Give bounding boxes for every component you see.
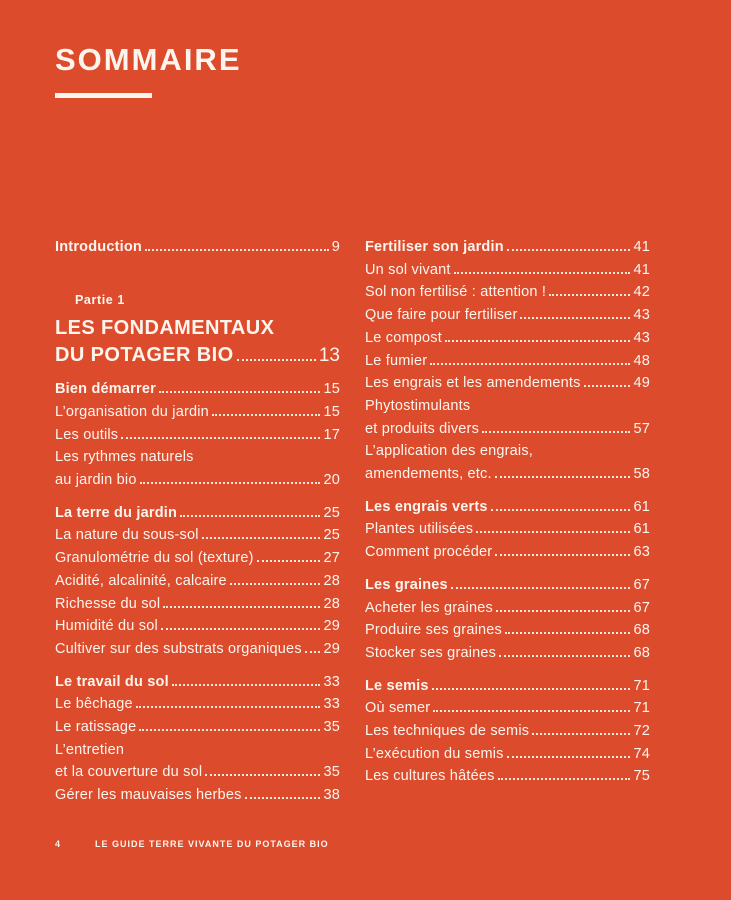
page-number: 29 (323, 640, 340, 657)
toc-item (365, 236, 650, 259)
dot-leader (433, 710, 630, 712)
dot-leader (161, 628, 321, 630)
toc-entry-label: Les engrais et les amendements (365, 375, 581, 392)
dot-leader (495, 476, 631, 478)
toc-item (365, 743, 650, 766)
toc-column-right (365, 236, 650, 807)
toc-item (55, 524, 340, 547)
toc-entry-label: Le fumier (365, 352, 428, 369)
toc-entry-label: Que faire pour fertiliser (365, 307, 518, 324)
toc-item (365, 574, 650, 597)
toc-entry-row (365, 574, 650, 597)
page-number: 25 (323, 504, 340, 521)
dot-leader (432, 688, 631, 690)
toc-item (55, 446, 340, 491)
toc (55, 236, 650, 807)
toc-entry-row (55, 570, 340, 593)
toc-item (55, 502, 340, 525)
toc-part-kicker: Partie 1 (75, 292, 125, 307)
page-number: 61 (633, 521, 650, 538)
toc-entry-row (365, 463, 650, 486)
toc-entry-label: Les techniques de semis (365, 723, 530, 740)
toc-entry-row (365, 743, 650, 766)
toc-item (365, 304, 650, 327)
page-number: 71 (633, 700, 650, 717)
dot-leader (476, 531, 630, 533)
dot-leader (482, 431, 630, 433)
page-number: 61 (633, 498, 650, 515)
page-title: SOMMAIRE (55, 42, 242, 77)
dot-leader (507, 249, 631, 251)
dot-leader (205, 774, 320, 776)
page-number: 68 (633, 622, 650, 639)
dot-leader (549, 294, 630, 296)
toc-item (365, 619, 650, 642)
page-number: 63 (633, 544, 650, 561)
page-number: 41 (633, 261, 650, 278)
page-number: 48 (633, 352, 650, 369)
page-number: 49 (633, 375, 650, 392)
dot-leader (159, 391, 321, 393)
page-number: 75 (633, 768, 650, 785)
toc-item (365, 372, 650, 395)
toc-item (365, 518, 650, 541)
toc-part-title-line: DU POTAGER BIO (55, 343, 234, 366)
page-footer (55, 839, 329, 849)
toc-entry-row (365, 619, 650, 642)
toc-item (365, 259, 650, 282)
dot-leader (454, 272, 631, 274)
page-header (55, 44, 242, 98)
toc-entry-label: Humidité du sol (55, 618, 158, 635)
toc-entry-label: Cultiver sur des substrats organiques (55, 640, 302, 657)
toc-entry-label: Le ratissage (55, 719, 137, 736)
toc-entry-label: Les engrais verts (365, 498, 488, 515)
toc-entry-row (365, 541, 650, 564)
toc-entry-label: Les graines (365, 576, 448, 593)
toc-entry-label: et la couverture du sol (55, 764, 203, 781)
toc-entry-row (55, 671, 340, 694)
toc-entry-label: Introduction (55, 239, 142, 255)
toc-entry-row (55, 593, 340, 616)
page-number: 74 (633, 745, 650, 762)
page-number: 27 (323, 550, 340, 567)
toc-entry-label: et produits divers (365, 420, 480, 437)
dot-leader (212, 414, 321, 416)
page-number: 33 (323, 696, 340, 713)
toc-item (365, 697, 650, 720)
toc-item (55, 401, 340, 424)
dot-leader (172, 684, 321, 686)
toc-item (365, 496, 650, 519)
page-number: 25 (323, 527, 340, 544)
toc-part-heading (55, 294, 340, 369)
dot-leader (520, 317, 630, 319)
page-number: 35 (323, 764, 340, 781)
dot-leader (245, 797, 321, 799)
toc-entry-label-line1: Les rythmes naturels (55, 449, 194, 466)
dot-leader (445, 340, 631, 342)
dot-leader (507, 756, 631, 758)
dot-leader (230, 583, 321, 585)
page-number: 33 (323, 673, 340, 690)
toc-entry-label: Les cultures hâtées (365, 768, 495, 785)
toc-entry-label: Acheter les graines (365, 599, 493, 616)
toc-item (55, 671, 340, 694)
toc-item (55, 547, 340, 570)
toc-entry-label: Un sol vivant (365, 261, 451, 278)
toc-entry-label: au jardin bio (55, 472, 137, 489)
toc-entry-label: L’exécution du semis (365, 745, 504, 762)
toc-entry-label: Le travail du sol (55, 673, 169, 690)
dot-leader (139, 729, 320, 731)
toc-item (55, 739, 340, 784)
toc-entry-row (365, 372, 650, 395)
toc-item (55, 615, 340, 638)
toc-entry-label: Sol non fertilisé : attention ! (365, 284, 547, 301)
page-number: 17 (323, 426, 340, 443)
dot-leader (257, 560, 321, 562)
page-number: 13 (318, 344, 340, 366)
toc-item (365, 675, 650, 698)
page-number: 41 (633, 239, 650, 255)
toc-entry-row (365, 496, 650, 519)
folio-page-number: 4 (55, 839, 62, 849)
footer-book-title: LE GUIDE TERRE VIVANTE DU POTAGER BIO (95, 839, 329, 849)
toc-entry-label: La terre du jardin (55, 504, 178, 521)
toc-entry-row (365, 765, 650, 788)
page-number: 43 (633, 307, 650, 324)
toc-entry-label: Bien démarrer (55, 381, 156, 398)
dot-leader (496, 610, 631, 612)
toc-entry-row (365, 675, 650, 698)
dot-leader (163, 606, 320, 608)
toc-entry-row (365, 236, 650, 259)
toc-entry-row (365, 304, 650, 327)
toc-item (365, 440, 650, 485)
toc-entry-row (55, 236, 340, 259)
toc-entry-row (365, 418, 650, 441)
dot-leader (430, 363, 630, 365)
toc-entry-label: Comment procéder (365, 544, 493, 561)
toc-entry-row (365, 597, 650, 620)
toc-entry-label: Le semis (365, 677, 429, 694)
toc-entry-label: L’organisation du jardin (55, 403, 209, 420)
dot-leader (305, 651, 321, 653)
toc-entry-label: Plantes utilisées (365, 521, 474, 538)
dot-leader (202, 537, 321, 539)
dot-leader (499, 655, 630, 657)
page-number: 15 (323, 403, 340, 420)
toc-entry-label: Fertiliser son jardin (365, 239, 504, 255)
dot-leader (584, 385, 631, 387)
dot-leader (180, 515, 320, 517)
toc-item (365, 281, 650, 304)
toc-item (365, 642, 650, 665)
toc-entry-row (55, 784, 340, 807)
dot-leader (136, 706, 321, 708)
toc-entry-label: Le bêchage (55, 696, 133, 713)
toc-item (55, 378, 340, 401)
toc-entry-label: Gérer les mauvaises herbes (55, 787, 242, 804)
toc-entry-row (55, 716, 340, 739)
toc-item (55, 693, 340, 716)
toc-entry-label: Où semer (365, 700, 431, 717)
toc-item (365, 327, 650, 350)
toc-entry-label-line1: L’application des engrais, (365, 443, 534, 460)
page-number: 68 (633, 644, 650, 661)
page-number: 28 (323, 572, 340, 589)
toc-entry-row (55, 424, 340, 447)
toc-item (365, 597, 650, 620)
toc-part-title-row (55, 342, 340, 369)
toc-entry-label: Produire ses graines (365, 622, 502, 639)
dot-leader (145, 249, 329, 251)
toc-item (55, 593, 340, 616)
dot-leader (121, 437, 320, 439)
toc-entry-row (55, 378, 340, 401)
dot-leader (237, 359, 316, 361)
page-number: 42 (633, 284, 650, 301)
toc-part-title-line: LES FONDAMENTAUX (55, 317, 275, 340)
toc-item (365, 765, 650, 788)
page-number: 29 (323, 618, 340, 635)
page-number: 67 (633, 599, 650, 616)
toc-entry-label: Les outils (55, 426, 119, 443)
toc-entry-label-line1: Phytostimulants (365, 397, 471, 414)
dot-leader (451, 587, 631, 589)
page-number: 9 (331, 239, 340, 255)
toc-entry-row (365, 697, 650, 720)
page-number: 58 (633, 466, 650, 483)
toc-entry-label: Stocker ses graines (365, 644, 497, 661)
toc-entry-label: Richesse du sol (55, 595, 161, 612)
toc-entry-row (55, 502, 340, 525)
dot-leader (498, 778, 631, 780)
toc-item (365, 350, 650, 373)
toc-item (365, 395, 650, 440)
page-number: 38 (323, 787, 340, 804)
toc-entry-row (365, 259, 650, 282)
toc-entry-label: La nature du sous-sol (55, 527, 199, 544)
toc-entry-label: Acidité, alcalinité, calcaire (55, 572, 227, 589)
toc-entry-row (55, 638, 340, 661)
title-underline-rule (55, 93, 152, 98)
page-number: 57 (633, 420, 650, 437)
toc-item (55, 638, 340, 661)
toc-entry-row (55, 547, 340, 570)
dot-leader (505, 632, 630, 634)
toc-entry-label: Le compost (365, 329, 442, 346)
page-number: 71 (633, 677, 650, 694)
dot-leader (495, 554, 630, 556)
toc-entry-row (365, 281, 650, 304)
toc-entry-label-line1: L’entretien (55, 741, 125, 758)
dot-leader (532, 733, 630, 735)
toc-item (365, 720, 650, 743)
page-number: 35 (323, 719, 340, 736)
toc-entry-label: Granulométrie du sol (texture) (55, 550, 254, 567)
page-number: 72 (633, 723, 650, 740)
page-number: 20 (323, 472, 340, 489)
toc-entry-row (365, 327, 650, 350)
toc-entry-row (55, 615, 340, 638)
page-number: 28 (323, 595, 340, 612)
toc-item (55, 236, 340, 259)
toc-entry-label: amendements, etc. (365, 466, 492, 483)
toc-item (55, 570, 340, 593)
toc-entry-row (55, 401, 340, 424)
toc-item (55, 424, 340, 447)
dot-leader (140, 482, 321, 484)
toc-entry-row (365, 720, 650, 743)
page-number: 67 (633, 576, 650, 593)
page-number: 15 (323, 381, 340, 398)
toc-entry-row (55, 693, 340, 716)
toc-entry-row (55, 761, 340, 784)
toc-item (55, 784, 340, 807)
toc-item (365, 541, 650, 564)
toc-item (55, 716, 340, 739)
dot-leader (491, 509, 631, 511)
page-number: 43 (633, 329, 650, 346)
toc-entry-row (55, 524, 340, 547)
toc-entry-row (365, 518, 650, 541)
toc-entry-row (365, 642, 650, 665)
toc-column-left (55, 236, 340, 807)
toc-entry-row (365, 350, 650, 373)
toc-entry-row (55, 469, 340, 492)
